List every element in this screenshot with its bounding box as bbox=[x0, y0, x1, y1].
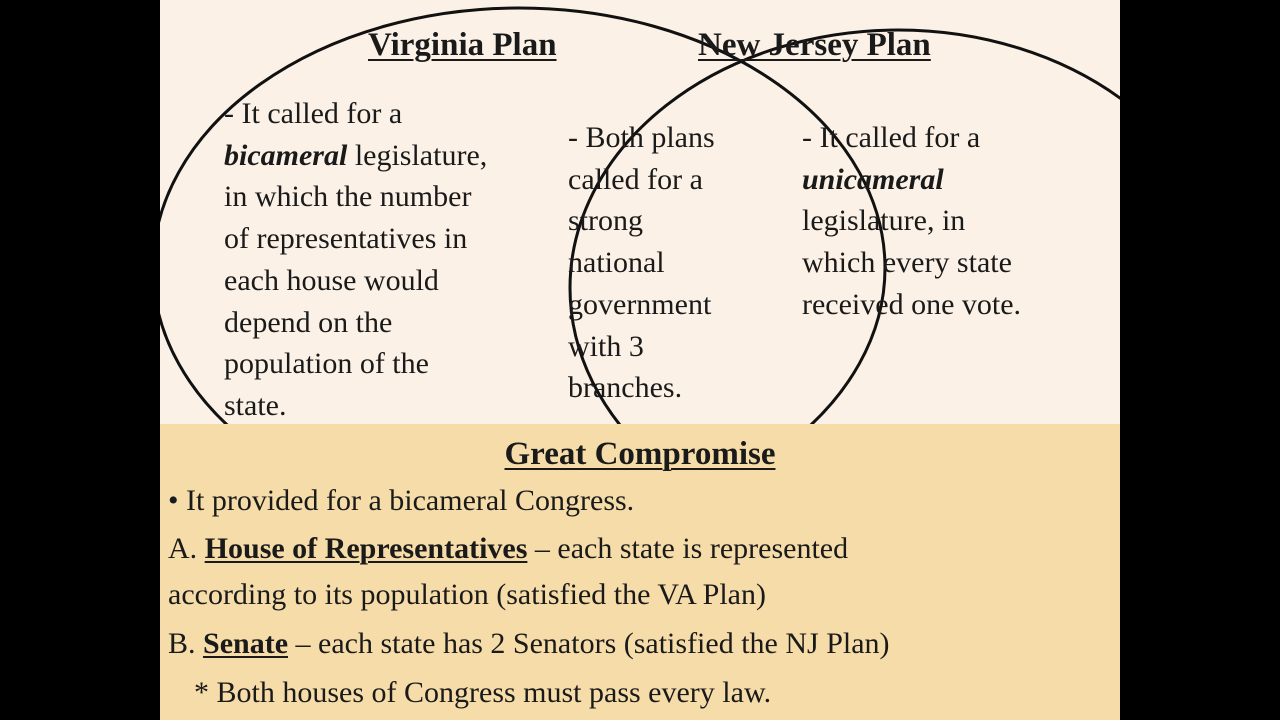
virginia-plan-line: - It called for a bbox=[224, 97, 403, 130]
overlap-text bbox=[568, 117, 715, 409]
house-of-representatives-line: A. House of Representatives – each state is represented bbox=[168, 532, 849, 565]
overlap-line: government bbox=[568, 287, 712, 321]
virginia-plan-line: of representatives in bbox=[224, 222, 468, 256]
virginia-plan-line: each house would bbox=[224, 263, 439, 297]
new-jersey-plan-line: unicameral bbox=[802, 162, 944, 196]
virginia-plan-heading: Virginia Plan bbox=[368, 27, 557, 63]
new-jersey-plan-line: - It called for a bbox=[802, 121, 981, 154]
virginia-plan-line: depend on the bbox=[224, 305, 393, 339]
overlap-line: national bbox=[568, 246, 665, 280]
bicameral-congress-bullet: • It provided for a bicameral Congress. bbox=[168, 484, 635, 517]
virginia-plan-line: state. bbox=[224, 388, 287, 422]
new-jersey-plan-line: received one vote. bbox=[802, 287, 1022, 321]
senate-term: Senate bbox=[203, 627, 289, 660]
slide bbox=[160, 0, 1120, 720]
overlap-line: branches. bbox=[568, 371, 683, 405]
virginia-plan-line: in which the number bbox=[224, 180, 472, 214]
great-compromise-title: Great Compromise bbox=[504, 436, 776, 472]
senate-line: B. Senate – each state has 2 Senators (satisfied the NJ Plan) bbox=[168, 627, 890, 660]
overlap-line: with 3 bbox=[568, 329, 644, 363]
both-houses-note: * Both houses of Congress must pass every law. bbox=[194, 676, 772, 709]
overlap-line: - Both plans bbox=[568, 121, 715, 154]
new-jersey-plan-line: legislature, in bbox=[802, 204, 966, 238]
new-jersey-plan-heading: New Jersey Plan bbox=[698, 27, 931, 63]
house-of-representatives-term: House of Representatives bbox=[204, 532, 528, 565]
virginia-plan-line: population of the bbox=[224, 347, 429, 381]
new-jersey-plan-line: which every state bbox=[802, 246, 1012, 280]
house-of-representatives-continuation: according to its population (satisfied the VA Plan) bbox=[168, 578, 766, 611]
virginia-plan-line: bicameral legislature, bbox=[224, 138, 488, 172]
new-jersey-plan-text bbox=[802, 117, 1021, 326]
overlap-line: strong bbox=[568, 204, 643, 238]
virginia-plan-text bbox=[224, 93, 487, 427]
overlap-line: called for a bbox=[568, 162, 703, 196]
